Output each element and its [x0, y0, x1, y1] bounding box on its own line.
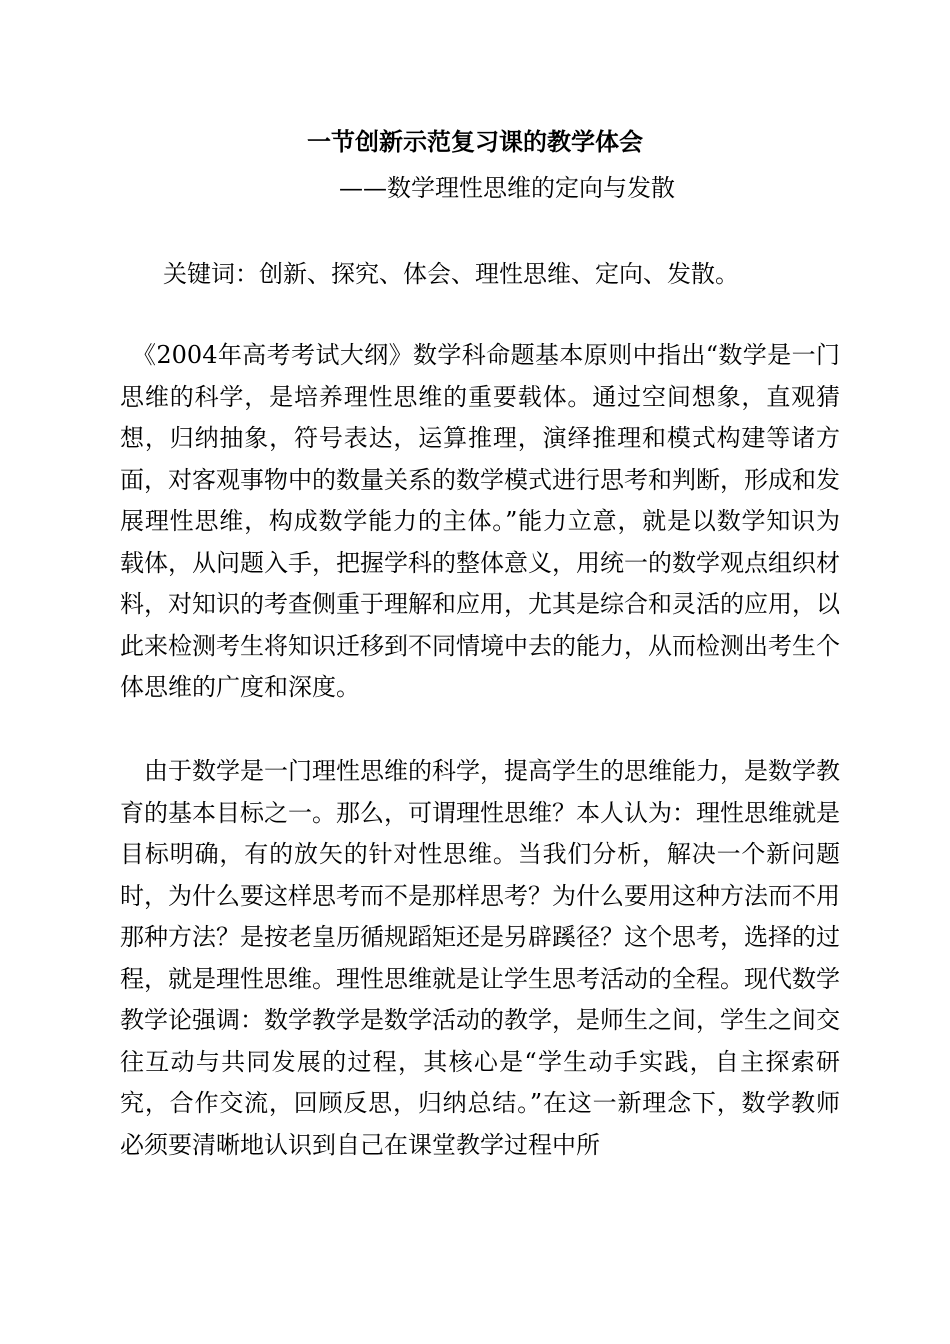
- body-paragraph-1: 《2004年高考考试大纲》数学科命题基本原则中指出“数学是一门思维的科学，是培养理性思维的重要载体。通过空间想象，直观猜想，归纳抽象，符号表达，运算推理，演绎推理和模式构建等诸方面，对客观事物中的数量关系的数学模式进行思考和判断，形成和发展理性思维，构成数学能力的主体。”能力立意，就是以数学知识为载体，从问题入手，把握学科的整体意义，用统一的数学观点组织材料，对知识的考查侧重于理解和应用，尤其是综合和灵活的应用，以此来检测考生将知识迁移到不同情境中去的能力，从而检测出考生个体思维的广度和深度。: [120, 341, 840, 701]
- document-title: 一节创新示范复习课的教学体会: [307, 128, 643, 156]
- keywords-line: 关键词：创新、探究、体会、理性思维、定向、发散。: [163, 260, 739, 288]
- body-paragraph-2: 由于数学是一门理性思维的科学，提高学生的思维能力，是数学教育的基本目标之一。那么，可谓理性思维？本人认为：理性思维就是目标明确，有的放矢的针对性思维。当我们分析，解决一个新问题时，为什么要这样思考而不是那样思考？为什么要用这种方法而不用那种方法？是按老皇历循规蹈矩还是另辟蹊径？这个思考，选择的过程，就是理性思维。理性思维就是让学生思考活动的全程。现代数学教学论强调：数学教学是数学活动的教学，是师生之间，学生之间交往互动与共同发展的过程，其核心是“学生动手实践，自主探索研究，合作交流，回顾反思，归纳总结。”在这一新理念下，数学教师必须要清晰地认识到自己在课堂教学过程中所: [120, 757, 840, 1159]
- document-subtitle: [0, 170, 950, 206]
- document-subtitle-text: ——数学理性思维的定向与发散: [339, 174, 675, 202]
